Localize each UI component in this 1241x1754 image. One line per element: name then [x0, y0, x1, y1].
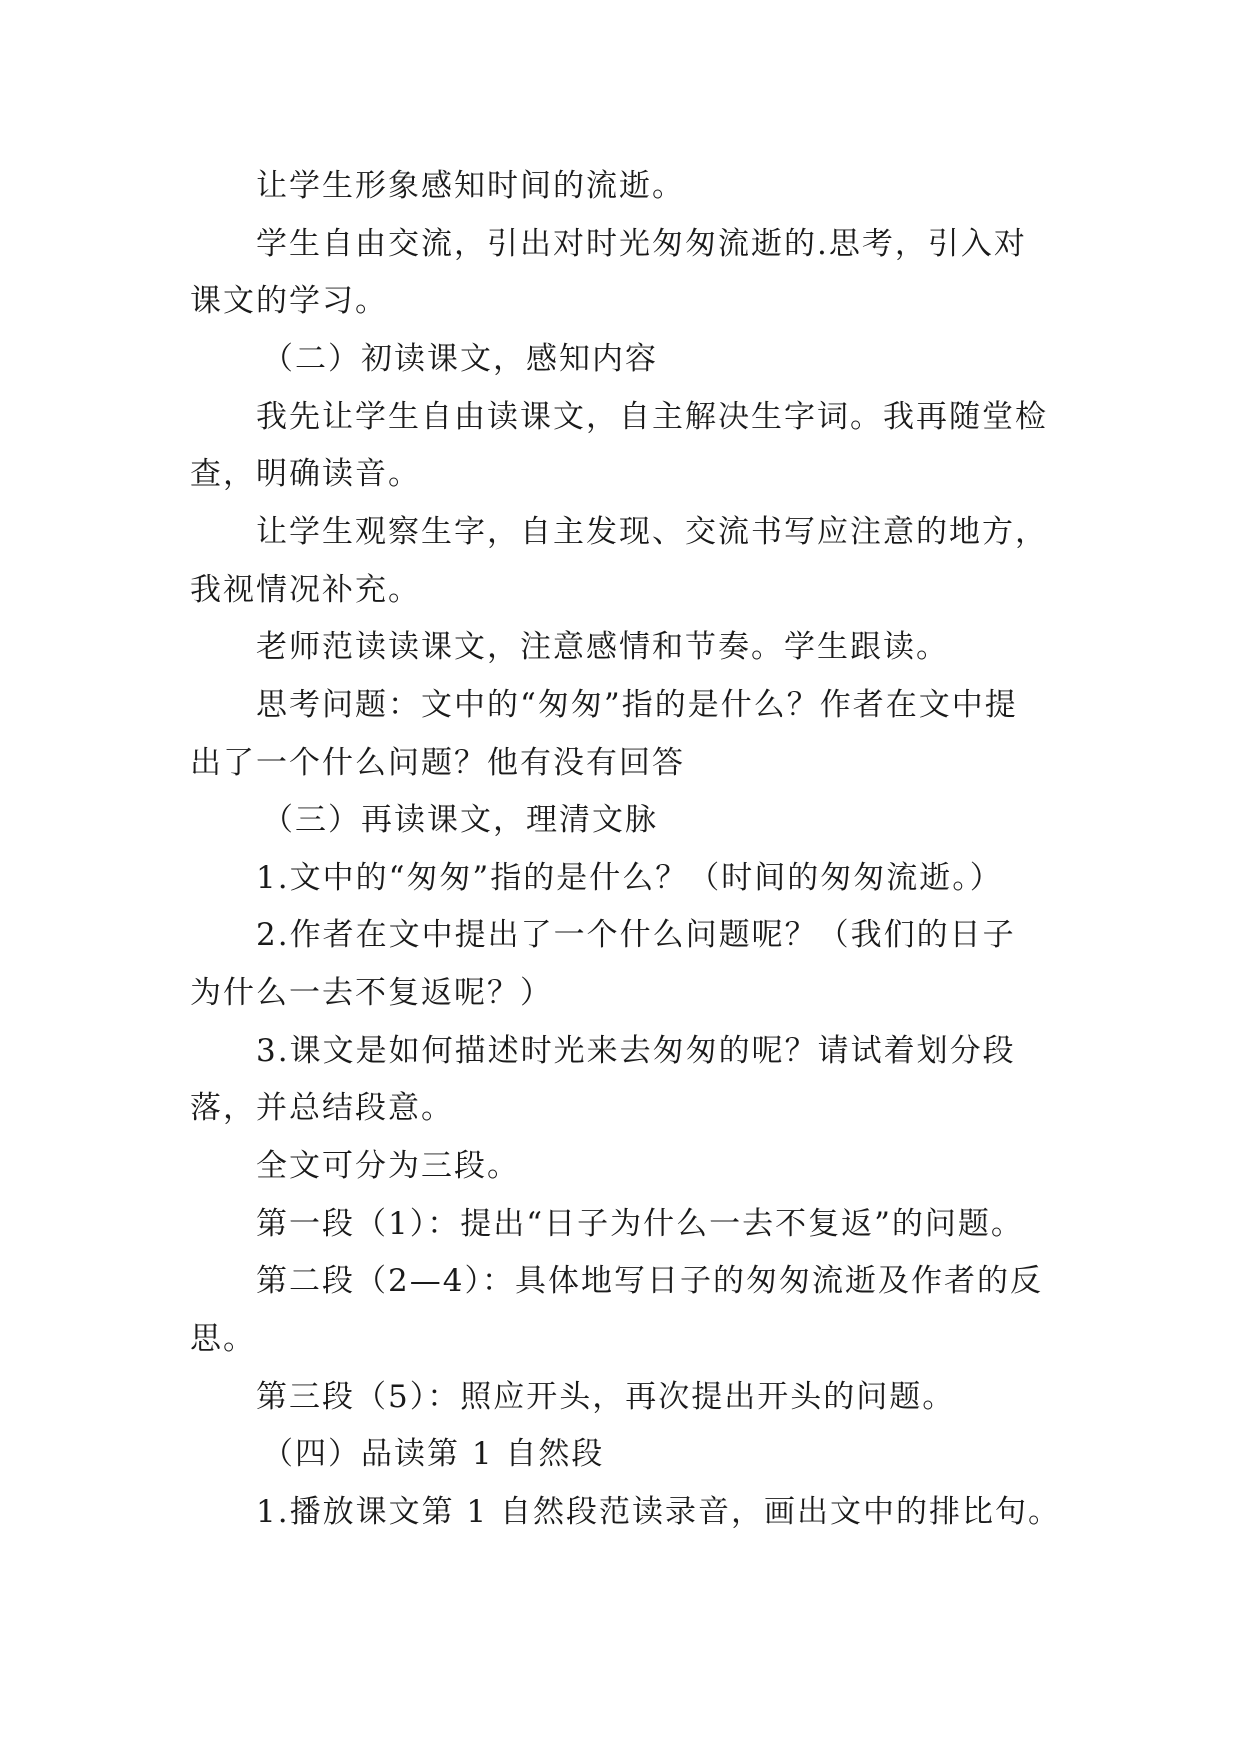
- paragraph-line: 第一段（1）：提出“日子为什么一去不复返”的问题。: [256, 1206, 1024, 1242]
- paragraph-line: 1.文中的“匆匆”指的是什么？（时间的匆匆流逝。）: [256, 860, 1003, 896]
- paragraph-line: 全文可分为三段。: [256, 1148, 520, 1184]
- paragraph-line: 第二段（2—4）：具体地写日子的匆匆流逝及作者的反: [256, 1263, 1043, 1299]
- section-heading: （二）初读课文，感知内容: [262, 341, 658, 377]
- paragraph-line: 让学生观察生字，自主发现、交流书写应注意的地方，: [256, 514, 1048, 550]
- section-heading: （四）品读第 1 自然段: [262, 1436, 605, 1472]
- paragraph-line: 第三段（5）：照应开头，再次提出开头的问题。: [256, 1379, 956, 1415]
- paragraph-line: 我视情况补充。: [190, 572, 421, 608]
- paragraph-line: 1.播放课文第 1 自然段范读录音，画出文中的排比句。: [256, 1494, 1062, 1530]
- paragraph-line: 查，明确读音。: [190, 456, 421, 492]
- paragraph-line: 思考问题：文中的“匆匆”指的是什么？作者在文中提: [256, 687, 1018, 723]
- paragraph-line: 让学生形象感知时间的流逝。: [256, 168, 685, 204]
- paragraph-line: 思。: [190, 1321, 256, 1357]
- paragraph-line: 老师范读读课文，注意感情和节奏。学生跟读。: [256, 629, 949, 665]
- paragraph-line: 课文的学习。: [190, 283, 388, 319]
- paragraph-line: 学生自由交流，引出对时光匆匆流逝的.思考，引入对: [256, 226, 1027, 262]
- paragraph-line: 2.作者在文中提出了一个什么问题呢？（我们的日子: [256, 917, 1016, 953]
- section-heading: （三）再读课文，理清文脉: [262, 802, 658, 838]
- paragraph-line: 落，并总结段意。: [190, 1090, 454, 1126]
- paragraph-line: 为什么一去不复返呢？）: [190, 975, 553, 1011]
- paragraph-line: 我先让学生自由读课文，自主解决生字词。我再随堂检: [256, 399, 1048, 435]
- paragraph-line: 出了一个什么问题？他有没有回答: [190, 745, 685, 781]
- paragraph-line: 3.课文是如何描述时光来去匆匆的呢？请试着划分段: [256, 1033, 1016, 1069]
